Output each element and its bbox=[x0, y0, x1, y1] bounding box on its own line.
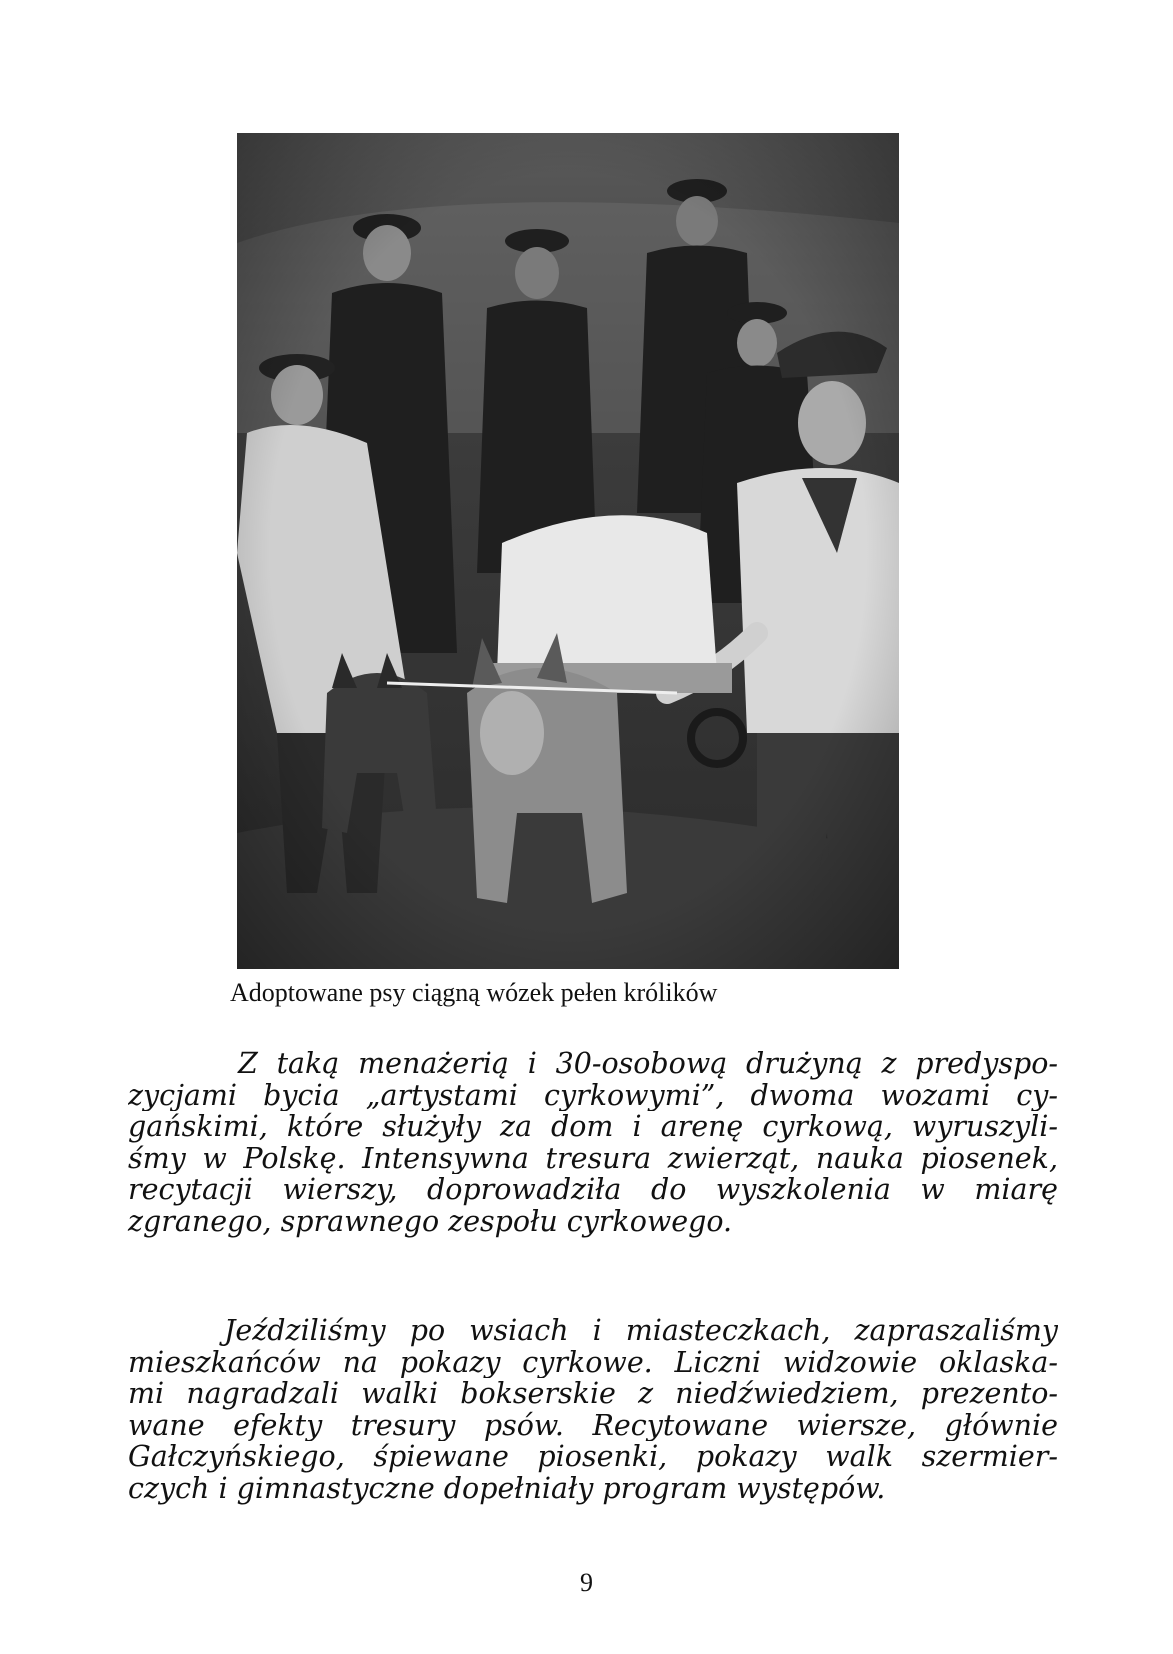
paragraph-1-line-1: Z taką menażerią i 30-osobową drużyną z predyspo- bbox=[238, 1048, 1058, 1080]
paragraph-1-line-3: gańskimi, które służyły za dom i arenę cyrkową, wyruszyli- bbox=[128, 1111, 1058, 1143]
paragraph-1-line-2: zycjami bycia „artystami cyrkowymi”, dwoma wozami cy- bbox=[128, 1079, 1058, 1112]
photo-illustration bbox=[237, 133, 899, 969]
paragraph-2-line-3: mi nagradzali walki bokserskie z niedźwiedziem, prezento- bbox=[128, 1378, 1058, 1410]
paragraph-1-line-6: zgranego, sprawnego zespołu cyrkowego. bbox=[128, 1204, 733, 1238]
figure-caption: Adoptowane psy ciągną wózek pełen królików bbox=[230, 978, 718, 1007]
page-number: 9 bbox=[580, 1568, 593, 1597]
paragraph-2-line-4: wane efekty tresury psów. Recytowane wiersze, głównie bbox=[128, 1409, 1058, 1442]
paragraph-2-line-5: Gałczyńskiego, śpiewane piosenki, pokazy walk szermier- bbox=[128, 1441, 1058, 1473]
paragraph-1-line-5: recytacji wierszy, doprowadziła do wyszkolenia w miarę bbox=[128, 1174, 1058, 1206]
paragraph-2-line-2: mieszkańców na pokazy cyrkowe. Liczni widzowie oklaska- bbox=[128, 1346, 1058, 1379]
photograph-scouts-with-dogs-and-cart bbox=[237, 133, 899, 969]
paragraph-1 bbox=[128, 1048, 1058, 1238]
paragraph-1-line-4: śmy w Polskę. Intensywna tresura zwierząt, nauka piosenek, bbox=[128, 1142, 1058, 1175]
paragraph-2-line-1: Jeździliśmy po wsiach i miasteczkach, zapraszaliśmy bbox=[224, 1315, 1058, 1347]
paragraph-2-line-6: czych i gimnastyczne dopełniały program występów. bbox=[128, 1471, 886, 1505]
paragraph-2 bbox=[128, 1315, 1058, 1505]
